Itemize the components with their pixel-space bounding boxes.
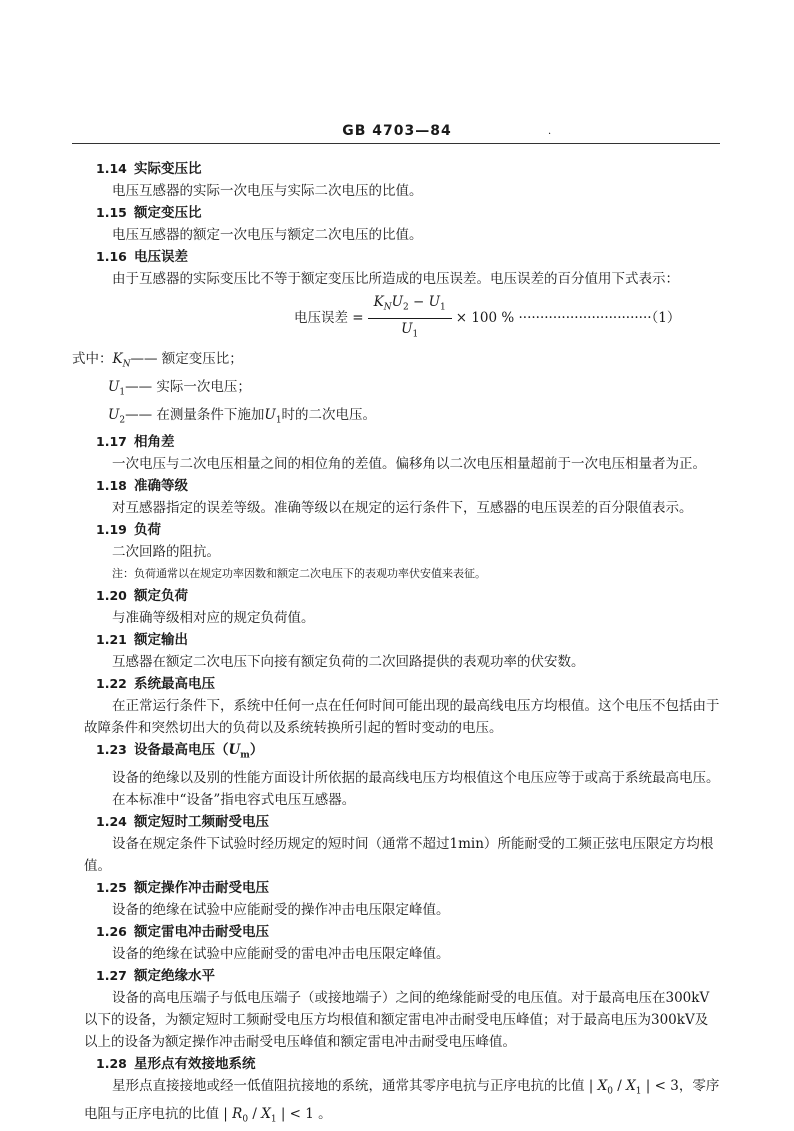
section-1-18-body: 对互感器指定的误差等级。准确等级以在规定的运行条件下，互感器的电压误差的百分限值表示。 [112, 500, 693, 517]
page-header: GB 4703—84 [342, 123, 452, 139]
section-1-24-body: 设备在规定条件下试验时经历规定的短时间（通常不超过1min）所能耐受的工频正弦电压限定方均根值。 [84, 836, 714, 875]
formula-fraction [368, 292, 452, 344]
section-1-24-heading: 1.24 额定短时工频耐受电压 [96, 814, 269, 831]
legend-kn: 式中：$K_N——$ 额定变压比； [72, 351, 243, 371]
section-1-15-heading: 1.15 额定变压比 [96, 205, 202, 221]
section-1-19-body: 二次回路的阻抗。 [112, 544, 220, 561]
section-1-19-heading: 1.19 负荷 [96, 522, 161, 539]
section-1-20-heading: 1.20 额定负荷 [96, 588, 188, 605]
section-1-26-body: 设备的绝缘在试验中应能耐受的雷电冲击电压限定峰值。 [112, 946, 450, 963]
section-1-23-body-2: 在本标准中“设备”指电容式电压互感器。 [112, 792, 356, 809]
legend-u1: $U_1——$ 实际一次电压； [108, 379, 251, 398]
voltage-error-formula [294, 292, 720, 344]
formula-denominator: $U_1$ [401, 320, 419, 340]
formula-numerator: $K_NU_2 - U_1$ [368, 292, 452, 319]
formula-tail: × 100 % ·······························（1） [455, 310, 681, 327]
section-1-26-heading: 1.26 额定雷电冲击耐受电压 [96, 924, 269, 941]
section-1-14-body: 电压互感器的实际一次电压与实际二次电压的比值。 [112, 183, 423, 199]
formula-legend [72, 348, 720, 431]
section-1-14-heading: 1.14 实际变压比 [96, 161, 202, 177]
section-1-16-body: 由于互感器的实际变压比不等于额定变压比所造成的电压误差。电压误差的百分值用下式表示： [112, 271, 679, 287]
section-1-25-heading: 1.25 额定操作冲击耐受电压 [96, 880, 269, 897]
section-1-19-note: 注：负荷通常以在规定功率因数和额定二次电压下的表观功率伏安值来表征。 [112, 567, 486, 581]
section-1-25-body: 设备的绝缘在试验中应能耐受的操作冲击电压限定峰值。 [112, 902, 450, 919]
section-1-27-body: 设备的高电压端子与低电压端子（或接地端子）之间的绝缘能耐受的电压值。对于最高电压在300kV以下的设备，为额定短时工频耐受电压方均根值和额定雷电冲击耐受电压峰值；对于最高电压为300kV及以上的设备为额定操作冲击耐受电压峰值和额定雷电冲击耐受电压峰值。 [84, 990, 710, 1051]
section-1-18-heading: 1.18 准确等级 [96, 478, 188, 495]
section-1-23-heading: 1.23 设备最高电压$(U_m)$ [96, 742, 264, 762]
section-1-20-body: 与准确等级相对应的规定负荷值。 [112, 610, 315, 627]
legend-u2: $U_2——$ 在测量条件下施加$U_1$时的二次电压。 [108, 406, 377, 426]
section-1-27-heading: 1.27 额定绝缘水平 [96, 968, 215, 985]
section-1-21-heading: 1.21 额定输出 [96, 632, 188, 649]
section-1-15-body: 电压互感器的额定一次电压与额定二次电压的比值。 [112, 227, 423, 243]
formula-lhs: 电压误差 = [294, 310, 364, 327]
document-body [72, 158, 720, 1131]
section-1-23-body: 设备的绝缘以及别的性能方面设计所依据的最高线电压方均根值这个电压应等于或高于系统最高电压。 [112, 770, 720, 787]
header-rule [72, 143, 720, 144]
section-1-17-heading: 1.17 相角差 [96, 434, 175, 451]
section-1-21-body: 互感器在额定二次电压下向接有额定负荷的二次回路提供的表观功率的伏安数。 [112, 654, 585, 671]
section-1-16-heading: 1.16 电压误差 [96, 249, 188, 265]
header-dot: · [548, 129, 552, 140]
section-1-17-body: 一次电压与二次电压相量之间的相位角的差值。偏移角以二次电压相量超前于一次电压相量者为正。 [112, 456, 706, 473]
section-1-28-body: 星形点直接接地或经一低值阻抗接地的系统，通常其零序电抗与正序电抗的比值 | $X_0 / X_1$ | < 3，零序电阻与正序电抗的比值 | $R_0 / X_1$ | < 1 。 [84, 1078, 720, 1125]
section-1-28-heading: 1.28 星形点有效接地系统 [96, 1056, 256, 1073]
section-1-22-body: 在正常运行条件下，系统中任何一点在任何时间可能出现的最高线电压方均根值。这个电压不包括由于故障条件和突然切出大的负荷以及系统转换所引起的暂时变动的电压。 [84, 698, 720, 737]
section-1-22-heading: 1.22 系统最高电压 [96, 676, 215, 693]
